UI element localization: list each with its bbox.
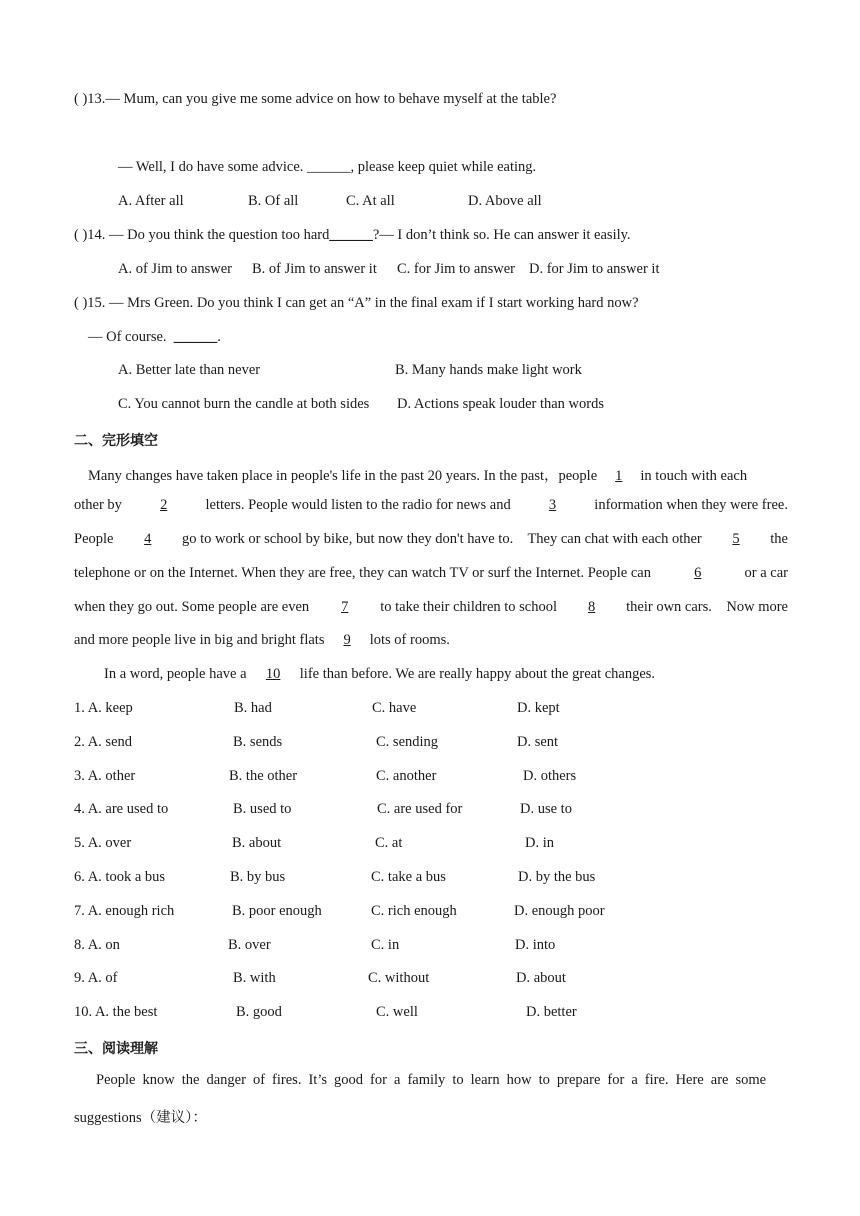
cloze-10-option-d: D. better [526,1004,577,1020]
blank-3: 3 [548,497,557,513]
passage-text: People [74,531,114,547]
q14-option-c: C. for Jim to answer [397,261,515,277]
passage-text: to take their children to school [380,599,558,615]
passage-text: the [770,531,788,547]
q13-option-d: D. Above all [468,193,542,209]
question-15-reply [88,329,221,346]
passage-text: and more people live in big and bright flats [74,632,325,648]
question-13-reply: — Well, I do have some advice. ______, please keep quiet while eating. [118,159,537,175]
q14-option-a: A. of Jim to answer [118,261,232,277]
question-15 [74,295,639,312]
answer-paren: ( ) [74,227,88,243]
q15-option-a: A. Better late than never [118,362,261,378]
cloze-1-option-b: B. had [234,700,272,716]
cloze-4-option-c: C. are used for [377,801,463,817]
cloze-line-6 [74,632,450,649]
cloze-3-option-b: B. the other [229,768,298,784]
blank-2: 2 [160,497,168,513]
passage-text: when they go out. Some people are even [74,599,310,615]
section-heading-cloze: 二、完形填空 [74,433,158,449]
question-14 [74,227,631,244]
q15-option-c: C. You cannot burn the candle at both sides [118,396,370,412]
cloze-line-2 [74,497,788,514]
cloze-8-option-a: 8. A. on [74,937,120,953]
passage-text: or a car [744,565,788,581]
cloze-5-option-c: C. at [375,835,403,851]
blank-4: 4 [144,531,152,547]
question-stem: 14. — Do you think the question too hard [87,227,330,243]
cloze-8-option-b: B. over [228,937,271,953]
blank-5: 5 [732,531,740,547]
blank-7: 7 [341,599,349,615]
cloze-1-option-d: D. kept [517,700,560,716]
cloze-7-option-d: D. enough poor [514,903,605,919]
passage-text: other by [74,497,122,513]
cloze-4-option-a: 4. A. are used to [74,801,169,817]
cloze-8-option-c: C. in [371,937,400,953]
answer-paren: ( ) [74,295,88,311]
cloze-9-option-a: 9. A. of [74,970,118,986]
passage-text: In a word, people have a [104,666,247,682]
section-heading-reading: 三、阅读理解 [74,1041,158,1057]
cloze-10-option-c: C. well [376,1004,418,1020]
cloze-6-option-a: 6. A. took a bus [74,869,166,885]
cloze-3-option-a: 3. A. other [74,768,136,784]
question-13 [74,91,556,108]
blank-1: 1 [615,468,623,484]
cloze-line-1 [88,464,747,485]
cloze-3-option-c: C. another [376,768,437,784]
cloze-4-option-d: D. use to [520,801,572,817]
passage-text: letters. People would listen to the radio for news and [205,497,511,513]
cloze-line-3 [74,531,788,548]
passage-text: lots of rooms. [369,632,450,648]
reply-end: . [217,329,221,345]
cloze-6-option-d: D. by the bus [518,869,596,885]
answer-blank: ______ [329,227,373,243]
cloze-6-option-c: C. take a bus [371,869,446,885]
cloze-7-option-c: C. rich enough [371,903,457,919]
q15-option-b: B. Many hands make light work [395,362,582,378]
passage-text: life than before. We are really happy about the great changes. [299,666,656,682]
blank-9: 9 [343,632,351,648]
q13-option-a: A. After all [118,193,184,209]
cloze-4-option-b: B. used to [233,801,292,817]
q13-option-b: B. Of all [248,193,299,209]
blank-6: 6 [694,565,702,581]
cloze-line-5 [74,599,788,616]
passage-text: go to work or school by bike, but now they don't have to. They can chat with each other [181,531,702,547]
answer-blank: ______ [173,329,218,345]
cloze-5-option-a: 5. A. over [74,835,132,851]
passage-text: People know the danger of fires. It’s good for a family to learn how to prepare for a fire. Here are some [96,1072,767,1088]
cloze-7-option-a: 7. A. enough rich [74,903,175,919]
answer-paren: ( ) [74,91,88,107]
cloze-9-option-d: D. about [516,970,566,986]
passage-text: in touch with each [640,468,748,484]
question-stem: 15. — Mrs Green. Do you think I can get an “A” in the final exam if I start working hard now? [87,295,639,311]
cloze-3-option-d: D. others [523,768,577,784]
reply-text: — Of course. [88,329,167,345]
cloze-10-option-b: B. good [236,1004,282,1020]
passage-text: their own cars. Now more [626,599,788,615]
question-stem: 13.— Mum, can you give me some advice on how to behave myself at the table? [87,91,557,107]
blank-10: 10 [265,666,281,682]
passage-text: telephone or on the Internet. When they are free, they can watch TV or surf the Internet. People can [74,565,651,581]
reading-line-2: suggestions（建议）： [74,1110,207,1126]
cloze-line-4 [74,565,788,582]
reading-line-1 [96,1072,788,1089]
cloze-5-option-d: D. in [525,835,554,851]
q14-option-b: B. of Jim to answer it [252,261,377,277]
cloze-10-option-a: 10. A. the best [74,1004,158,1020]
cloze-2-option-b: B. sends [233,734,283,750]
passage-text: information when they were free. [594,497,788,513]
cloze-7-option-b: B. poor enough [232,903,322,919]
q15-option-d: D. Actions speak louder than words [397,396,604,412]
cloze-1-option-a: 1. A. keep [74,700,133,716]
cloze-8-option-d: D. into [515,937,556,953]
cloze-paragraph-2 [104,666,655,683]
cloze-6-option-b: B. by bus [230,869,286,885]
q13-option-c: C. At all [346,193,395,209]
cloze-1-option-c: C. have [372,700,417,716]
blank-8: 8 [587,599,596,615]
q14-option-d: D. for Jim to answer it [529,261,660,277]
cloze-9-option-c: C. without [368,970,430,986]
cloze-2-option-a: 2. A. send [74,734,132,750]
passage-text: Many changes have taken place in people's life in the past 20 years. In the past，people [88,468,598,484]
cloze-2-option-c: C. sending [376,734,439,750]
cloze-5-option-b: B. about [232,835,282,851]
cloze-9-option-b: B. with [233,970,276,986]
cloze-2-option-d: D. sent [517,734,559,750]
question-stem-end: ?— I don’t think so. He can answer it easily. [372,227,631,243]
